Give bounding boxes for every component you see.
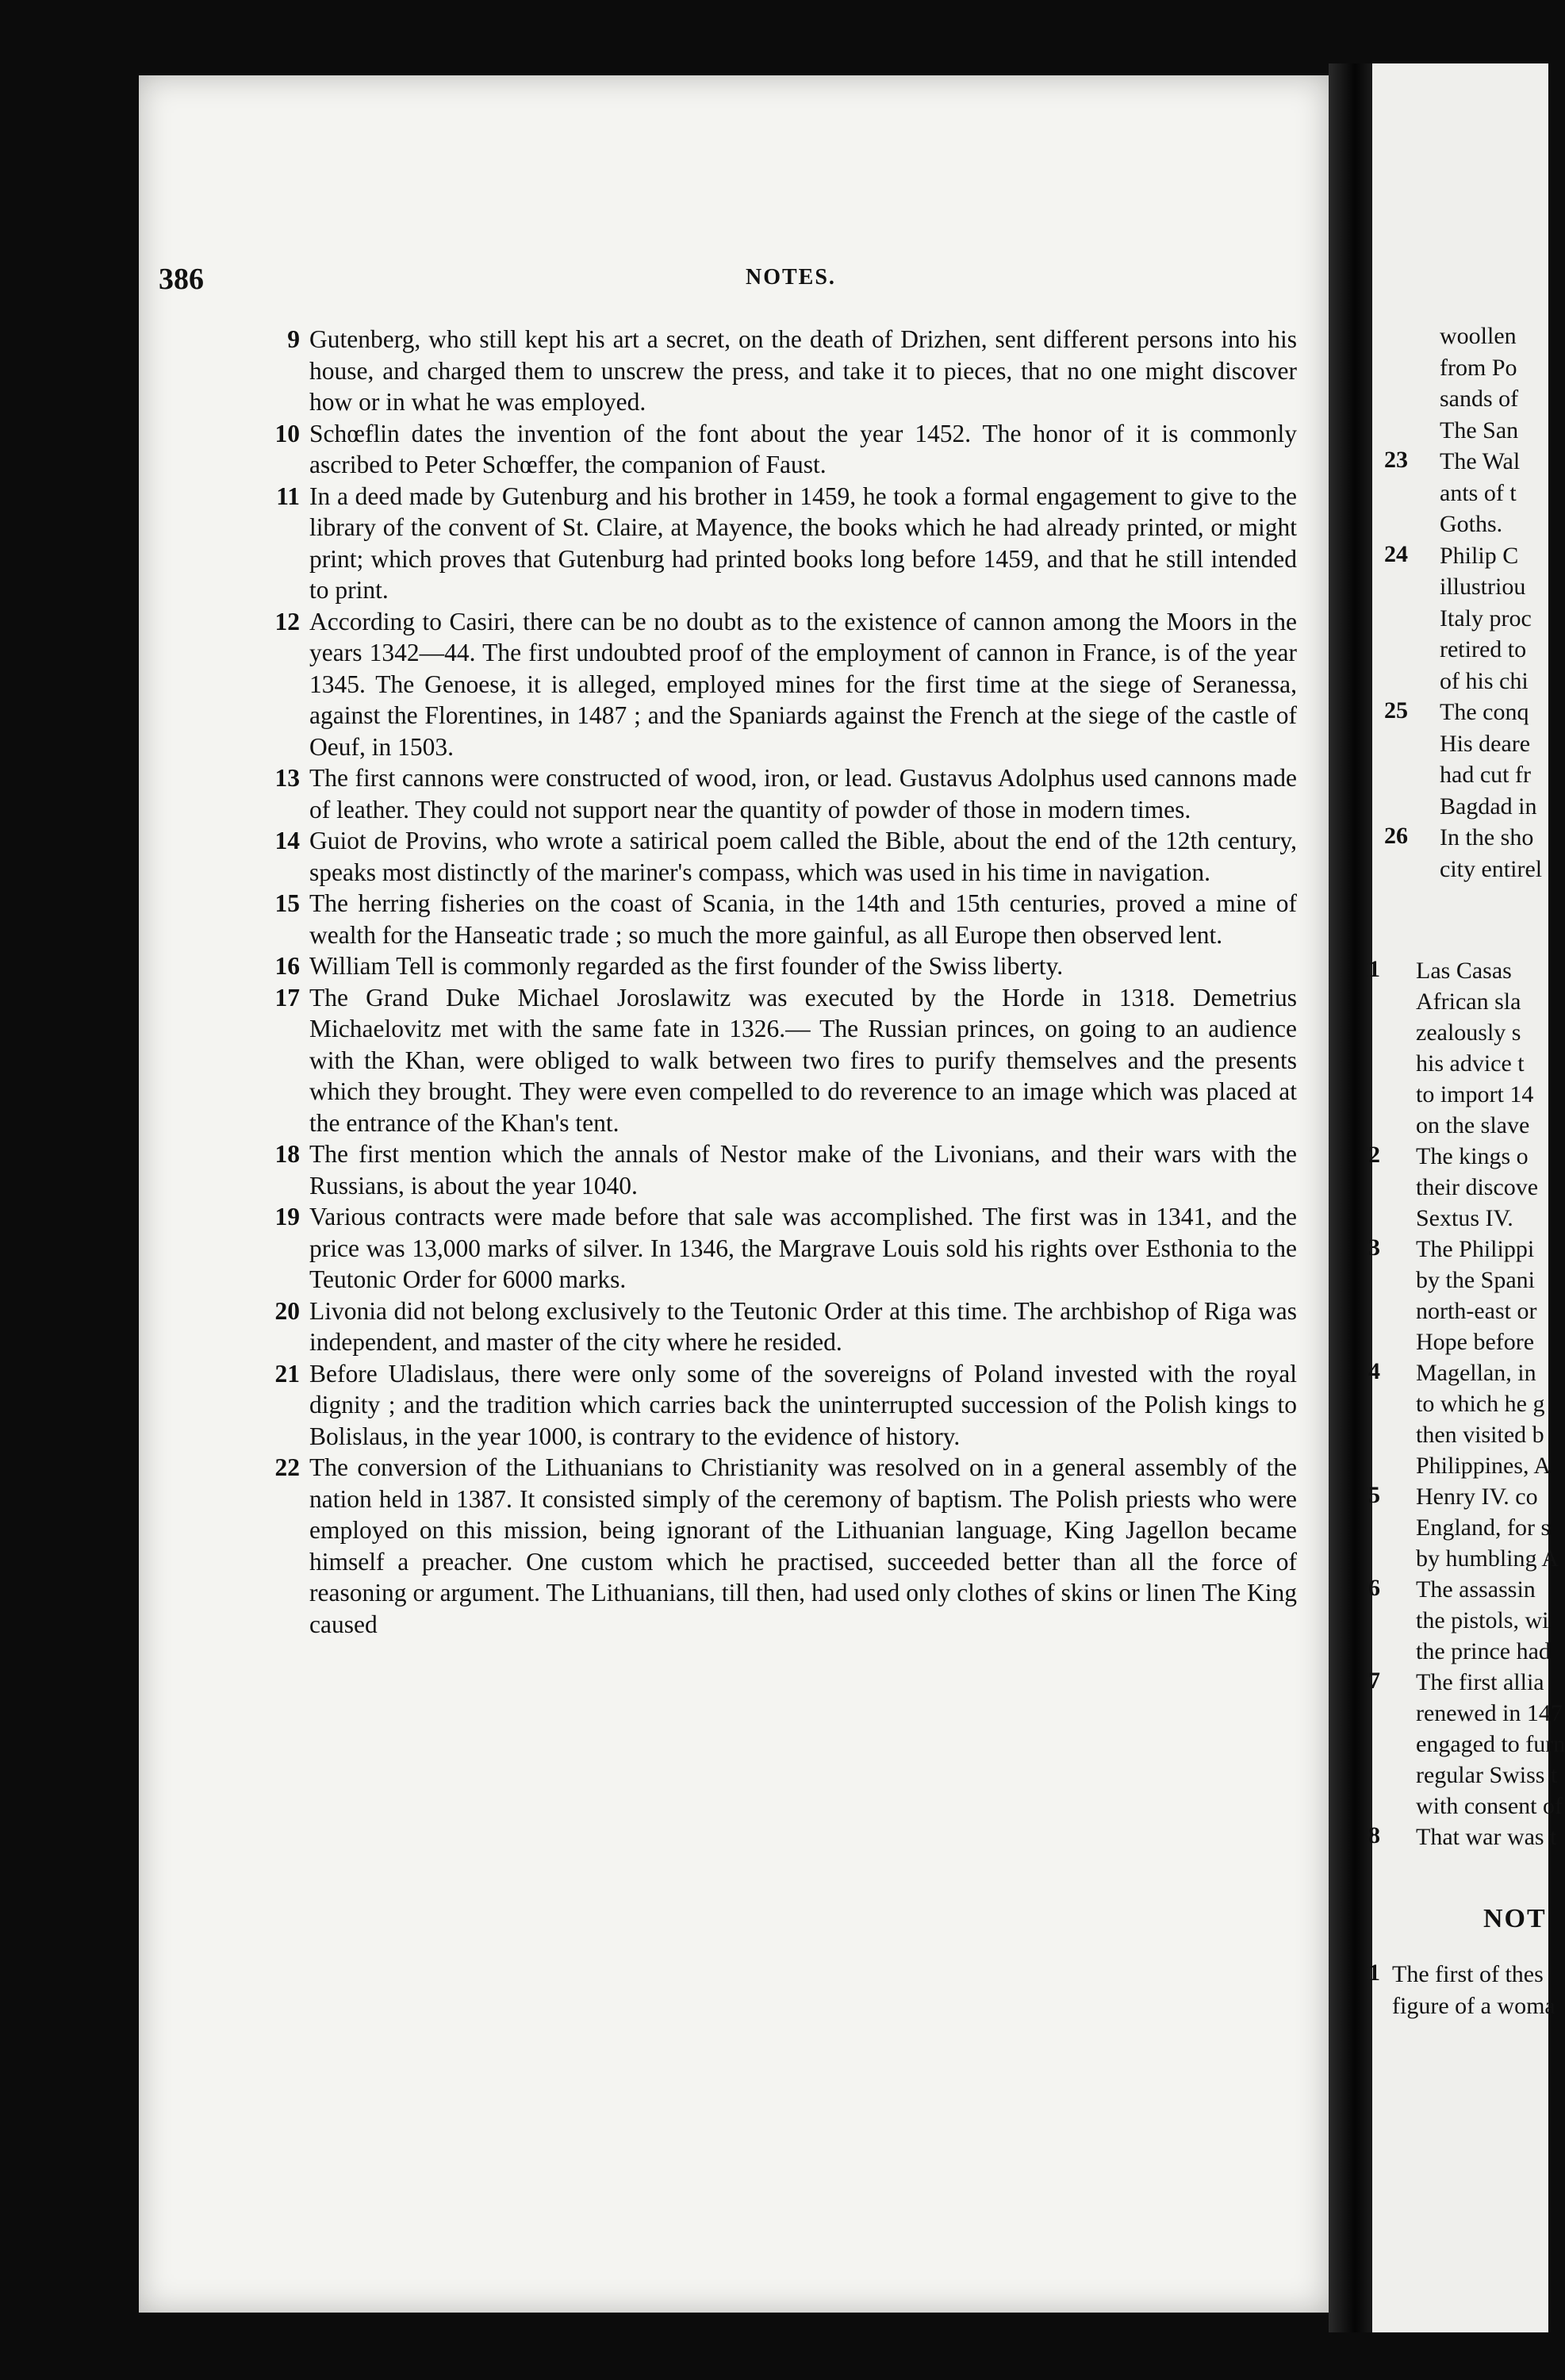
facing-line: The San [1440, 416, 1519, 443]
facing-line: by the Spani [1416, 1267, 1535, 1293]
facing-line: his advice t [1416, 1050, 1525, 1077]
note-item [274, 825, 1297, 888]
note-text: The conversion of the Lithuanians to Christianity was resolved on in a general assembly of the nation held in 1387. It consisted simply of the ceremony of baptism. The Polish priests who were employed on this mission, being ignorant of the Lithuanian language, King Jagellon became himself a preacher. One custom which he practised, succeeded better than all the force of reasoning or argument. The Lithuanians, till then, had used only clothes of skins or linen The King caused [309, 1453, 1297, 1638]
note-text: Livonia did not belong exclusively to the Teutonic Order at this time. The archbishop of Riga was independent, and master of the city where he resided. [309, 1296, 1297, 1356]
facing-note-number: 24 [1384, 540, 1408, 567]
facing-line: Bagdad in [1440, 793, 1537, 820]
facing-section-head: NOT [1483, 1904, 1547, 1933]
note-text: Guiot de Provins, who wrote a satirical poem called the Bible, about the end of the 12th century, speaks most distinctly of the mariner's compass, which was used in his time in navigation. [309, 827, 1297, 886]
facing-line: Magellan, in [1416, 1360, 1536, 1386]
facing-line: engaged to furn [1416, 1731, 1565, 1757]
note-number: 20 [274, 1296, 300, 1325]
note-number: 13 [274, 764, 300, 792]
note-text: The herring fisheries on the coast of Scania, in the 14th and 15th centuries, proved a mine of wealth for the Hanseatic trade ; so much the more gainful, as all Europe then observed lent. [309, 889, 1297, 949]
facing-note-number: 26 [1384, 823, 1408, 849]
facing-line: The Philippi [1416, 1236, 1535, 1262]
note-text: The first mention which the annals of Nestor make of the Livonians, and their wars with the Russians, is about the year 1040. [309, 1140, 1297, 1200]
note-item [274, 1201, 1297, 1296]
facing-line: ants of t [1440, 479, 1517, 506]
facing-line: Philippines, A [1416, 1453, 1552, 1479]
note-text: In a deed made by Gutenburg and his brother in 1459, he took a formal engagement to give to the library of the convent of St. Claire, at Mayence, the books which he had already printed, or might print; which proves that Gutenburg had printed books long before 1459, and that he still intended to print. [309, 482, 1297, 604]
facing-line: illustriou [1440, 574, 1526, 600]
note-number: 11 [276, 482, 300, 510]
facing-line: regular Swiss t [1416, 1762, 1558, 1788]
note-item [274, 1358, 1297, 1453]
note-item [274, 418, 1297, 481]
note-item [274, 1452, 1297, 1640]
facing-note-number: 1 [1368, 956, 1380, 982]
facing-note-number: 2 [1368, 1142, 1380, 1168]
facing-line: The conq [1440, 699, 1529, 725]
facing-line: African sla [1416, 988, 1521, 1015]
facing-line: renewed in 147 [1416, 1700, 1563, 1726]
running-head: NOTES. [746, 265, 836, 290]
note-item [274, 606, 1297, 763]
facing-line: their discove [1416, 1174, 1539, 1200]
note-text: According to Casiri, there can be no doubt as to the existence of cannon among the Moors in the years 1342—44. The first undoubted proof of the employment of cannon in France, is of the year 1345. The Genoese, it is alleged, employed mines for the first time at the siege of Seranessa, against the Florentines, in 1487 ; and the Spaniards against the French at the siege of the castle of Oeuf, in 1503. [309, 607, 1297, 761]
note-item [274, 950, 1297, 982]
facing-line: His deare [1440, 730, 1531, 757]
facing-note-number: 3 [1368, 1234, 1380, 1261]
facing-line: Goths. [1440, 511, 1503, 537]
note-number: 16 [274, 952, 300, 980]
facing-note-number: 4 [1368, 1358, 1380, 1384]
facing-line: the prince had [1416, 1638, 1551, 1664]
note-text: William Tell is commonly regarded as the first founder of the Swiss liberty. [309, 952, 1064, 980]
facing-note-number: 6 [1368, 1575, 1380, 1601]
note-number: 18 [274, 1140, 300, 1168]
note-item [274, 888, 1297, 950]
note-number: 22 [274, 1453, 300, 1481]
facing-line: to import 14 [1416, 1081, 1534, 1107]
note-number: 17 [274, 983, 300, 1012]
note-number: 14 [274, 827, 300, 854]
facing-line: England, for s [1416, 1514, 1551, 1541]
facing-line: That war was t [1416, 1824, 1557, 1850]
facing-line: woollen [1440, 323, 1517, 349]
note-item [276, 481, 1297, 606]
note-item [274, 1138, 1297, 1201]
note-text: Before Uladislaus, there were only some of the sovereigns of Poland invested with the royal dignity ; and the tradition which carries back the uninterrupted succession of the Polish kings to Bolislaus, in the year 1000, is contrary to the evidence of history. [309, 1359, 1297, 1450]
facing-line: Philip C [1440, 542, 1519, 569]
facing-note-number: 1 [1368, 1960, 1380, 1986]
facing-line: the pistols, wi [1416, 1607, 1549, 1633]
facing-line: from Po [1440, 354, 1517, 381]
facing-note-number: 5 [1368, 1482, 1380, 1508]
note-item [274, 1296, 1297, 1358]
facing-line: figure of a woma [1392, 1993, 1555, 2019]
note-text: The first cannons were constructed of wood, iron, or lead. Gustavus Adolphus used cannons made of leather. They could not support near the quantity of powder of those in modern times. [309, 764, 1297, 823]
facing-line: Sextus IV. [1416, 1205, 1513, 1231]
notes-list [274, 324, 1297, 1640]
note-text: Schœflin dates the invention of the font about the year 1452. The honor of it is commonly ascribed to Peter Schœffer, the companion of Faust. [309, 419, 1297, 478]
note-number: 21 [274, 1359, 300, 1388]
facing-line: In the sho [1440, 824, 1534, 850]
facing-line: Las Casas [1416, 958, 1512, 984]
facing-line: The Wal [1440, 448, 1521, 474]
note-number: 15 [274, 889, 300, 917]
facing-note-number: 25 [1384, 697, 1408, 724]
facing-line: north-east or [1416, 1298, 1537, 1324]
note-text: Various contracts were made before that sale was accomplished. The first was in 1341, and the price was 13,000 marks of silver. In 1346, the Margrave Louis sold his rights over Esthonia to the Teutonic Order for 6000 marks. [309, 1203, 1297, 1293]
facing-line: Italy proc [1440, 605, 1532, 631]
note-text: The Grand Duke Michael Joroslawitz was executed by the Horde in 1318. Demetrius Michaelovitz met with the same fate in 1326.— The Russian princes, on going to an audience with the Khan, were obliged to walk between two fires to purify themselves and the presents which they brought. They were even compelled to do reverence to an image which was placed at the entrance of the Khan's tent. [309, 983, 1297, 1137]
page-number: 386 [159, 263, 204, 296]
facing-note-number: 23 [1384, 447, 1408, 473]
facing-note-number: 7 [1368, 1668, 1380, 1694]
facing-line: had cut fr [1440, 762, 1531, 788]
page-header [159, 262, 1301, 301]
facing-line: The assassin [1416, 1576, 1536, 1603]
facing-line: Hope before [1416, 1329, 1535, 1355]
facing-line: with consent of [1416, 1793, 1563, 1819]
note-number: 12 [274, 607, 300, 635]
note-item [287, 324, 1297, 418]
facing-line: The first allia [1416, 1669, 1544, 1695]
facing-line: city entirel [1440, 855, 1543, 882]
note-number: 10 [274, 419, 300, 447]
note-item [274, 982, 1297, 1139]
note-text: Gutenberg, who still kept his art a secret, on the death of Drizhen, sent different persons into his house, and charged them to unscrew the press, and take it to pieces, that no one might discover how or in what he was employed. [309, 325, 1297, 416]
facing-note-number: 8 [1368, 1822, 1380, 1848]
facing-line: by humbling A [1416, 1545, 1559, 1572]
note-number: 9 [287, 325, 300, 353]
facing-line: retired to [1440, 636, 1527, 662]
facing-line: on the slave [1416, 1112, 1530, 1138]
facing-line: sands of [1440, 386, 1519, 412]
facing-line: then visited b [1416, 1422, 1544, 1448]
facing-line: of his chi [1440, 667, 1529, 694]
facing-line: Henry IV. co [1416, 1484, 1538, 1510]
facing-line: to which he g [1416, 1391, 1545, 1417]
note-number: 19 [274, 1203, 300, 1230]
note-item [274, 762, 1297, 825]
facing-page [1368, 63, 1565, 2332]
facing-line: The first of thes [1392, 1961, 1544, 1987]
facing-line: The kings o [1416, 1143, 1529, 1169]
facing-line: zealously s [1416, 1019, 1521, 1046]
book-gutter [1329, 63, 1372, 2332]
